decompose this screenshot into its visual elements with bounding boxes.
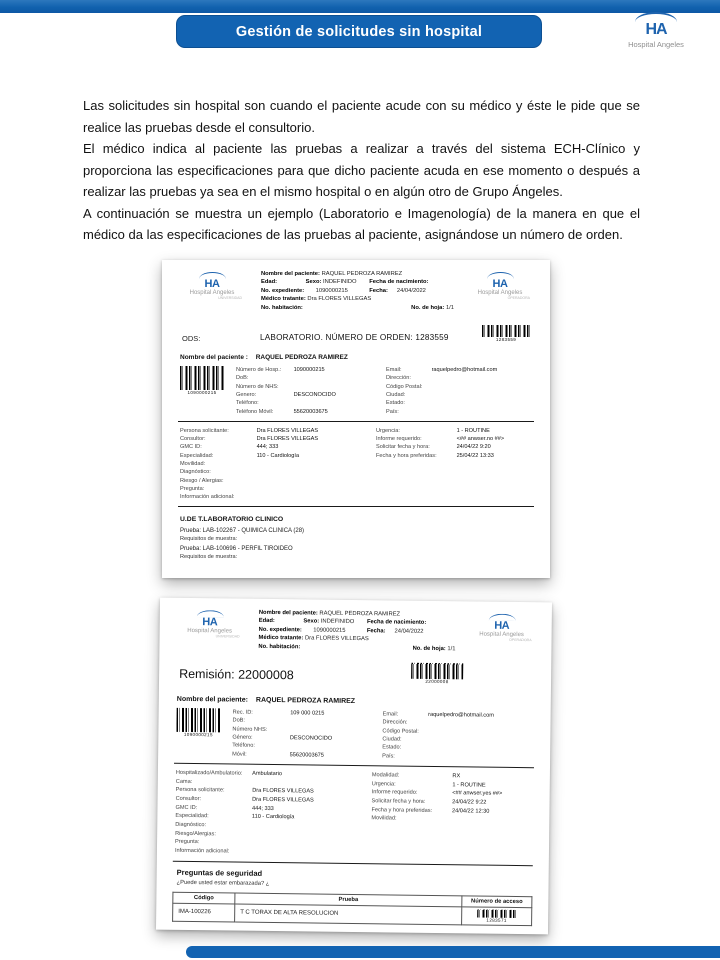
field-value: Dra FLORES VILLEGAS — [256, 427, 319, 434]
field-label: Fecha: — [366, 627, 386, 635]
field-row — [236, 366, 386, 374]
column-header-prueba: Prueba — [235, 893, 462, 907]
field-label: Fecha: — [369, 287, 388, 294]
lab-order-document — [162, 260, 550, 578]
remision-title-row — [179, 665, 531, 693]
field-value: 109 000 0215 — [290, 710, 325, 717]
lab-section-title: U.DE T.LABORATORIO CLINICO — [180, 516, 284, 524]
field-label: Diagnóstico: — [175, 821, 207, 829]
field-row — [180, 493, 376, 501]
field-label: Riesgo / Alergias: — [180, 477, 224, 484]
page-title-banner — [176, 15, 542, 48]
column-header-acceso: Número de acceso — [462, 896, 532, 908]
field-label: Sexo: — [305, 279, 322, 286]
field-value: raquelpedro@hotmail.com — [428, 711, 494, 719]
request-details-block — [175, 769, 532, 860]
field-label: No. expediente: — [261, 287, 305, 294]
top-blue-bar — [0, 0, 720, 13]
security-question: ¿Puede usted estar embarazada? ¿ — [176, 879, 270, 887]
logo-name: Hospital Angeles — [189, 290, 235, 296]
barcode-icon — [482, 325, 530, 337]
page-title: Gestión de solicitudes sin hospital — [235, 23, 483, 40]
table-row — [173, 903, 532, 925]
barcode-number: 1283571 — [486, 917, 507, 923]
field-value: <## anwser.yes ##> — [452, 790, 503, 798]
field-value: Dra FLORES VILLEGAS — [304, 635, 369, 643]
field-value: raquelpedro@hotmail.com — [431, 367, 498, 374]
field-label: Dirección: — [386, 375, 411, 382]
doc1-header — [162, 260, 550, 312]
patient-header-fields — [252, 269, 460, 312]
field-value: 24/04/2022 — [396, 287, 426, 294]
field-label: Teléfono: — [236, 400, 259, 407]
barcode-number: 1090000215 — [183, 731, 213, 738]
order-title: LABORATORIO. NÚMERO DE ORDEN: 1283559 — [260, 333, 449, 343]
order-title-row — [180, 330, 532, 347]
field-label: No. habitación: — [261, 304, 303, 311]
intro-paragraph-2: El médico indica al paciente las pruebas a realizar a través del sistema ECH-Clínico y proporciona las especificaciones para que dicho paciente acuda en ese momento o después a realizar las pruebas ya sea en el mismo hospital o en algún otro de Grupo Ángeles. — [83, 141, 640, 199]
field-row — [382, 752, 532, 762]
field-label: Sexo: — [303, 618, 320, 625]
lab-tests-block — [180, 516, 532, 560]
logo-monogram: HA — [645, 21, 667, 38]
field-label: Solicitar fecha y hora: — [376, 444, 430, 451]
patient-name-line — [177, 696, 533, 707]
barcode-number: 1090000215 — [187, 390, 217, 396]
field-row — [386, 408, 532, 416]
tests-table — [172, 892, 532, 926]
field-label: Ciudad: — [382, 736, 402, 743]
field-value: RX — [452, 773, 461, 780]
field-row — [236, 374, 386, 382]
field-value: DESCONOCIDO — [293, 391, 336, 398]
imaging-referral-document — [156, 598, 552, 935]
field-row — [180, 435, 376, 443]
field-value: 25/04/22 13:33 — [456, 452, 494, 459]
field-value: 1/1 — [447, 645, 456, 652]
field-value: 1 - ROUTINE — [456, 427, 490, 434]
field-value: 1090000215 — [293, 367, 325, 374]
field-label: No. de hoja: — [412, 645, 446, 652]
field-label: Estado: — [382, 744, 402, 751]
field-label: Género: — [232, 734, 253, 741]
field-label: Diagnóstico: — [180, 469, 211, 476]
logo-monogram: HA — [494, 619, 510, 632]
logo-monogram: HA — [204, 278, 220, 290]
field-value: DESCONOCIDO — [289, 735, 333, 742]
intro-paragraph-1: Las solicitudes sin hospital son cuando el paciente acude con su médico y éste le pide que se realice las pruebas desde el consultorio. — [83, 98, 640, 135]
info-left-column — [236, 366, 386, 416]
header-line — [261, 278, 456, 286]
request-right-column — [376, 427, 532, 502]
patient-name-line — [180, 354, 532, 361]
hospital-angeles-logo-right — [461, 610, 542, 654]
field-row — [180, 485, 376, 493]
field-label: Número de Hosp.: — [236, 367, 282, 374]
field-value: INDEFINIDO — [320, 618, 355, 626]
field-row — [236, 408, 386, 416]
barcode-icon — [180, 366, 224, 390]
request-left-column — [175, 769, 372, 858]
barcode-number: 1283559 — [495, 337, 517, 343]
field-value: 1 - ROUTINE — [452, 781, 486, 789]
logo-monogram: HA — [492, 278, 508, 290]
doc2-header — [159, 598, 552, 655]
info-right-column — [386, 366, 532, 416]
logo-name: Hospital Angeles — [479, 631, 524, 639]
hospital-angeles-logo-left — [169, 607, 250, 651]
field-value: Dra FLORES VILLEGAS — [256, 436, 319, 443]
field-label: Edad: — [261, 279, 278, 286]
logo-name: Hospital Angeles — [477, 290, 523, 296]
field-label: Ciudad: — [386, 391, 406, 398]
field-label: GMC ID: — [175, 804, 198, 811]
field-label: Teléfono Móvil: — [236, 408, 274, 415]
field-label: Consultor: — [180, 436, 206, 443]
logo-subtitle: OPERADORA — [507, 296, 530, 300]
field-label: No. de hoja: — [411, 304, 445, 311]
lab-test-name: Prueba: LAB-100696 - PERFIL TIROIDEO — [180, 546, 293, 553]
field-label: Solicitar fecha y hora: — [371, 798, 426, 805]
field-label: GMC ID: — [180, 444, 202, 451]
hospital-angeles-logo — [620, 12, 692, 49]
field-label: Nombre del paciente: — [261, 271, 320, 277]
field-label: Número NHS: — [232, 726, 268, 733]
field-row — [232, 750, 382, 760]
field-value: 110 - Cardiología — [251, 814, 295, 821]
lab-test-item — [180, 528, 532, 542]
field-label: Urgencia: — [376, 427, 400, 434]
field-label: DoB: — [232, 717, 246, 724]
field-label: Número de NHS: — [236, 383, 279, 390]
field-value: 55620003675 — [293, 408, 328, 415]
field-label: Especialidad: — [180, 452, 214, 459]
field-value: 1090000215 — [315, 287, 348, 294]
field-value: RAQUEL PEDROZA RAMIREZ — [255, 354, 348, 362]
field-value: <## anwser.no ##> — [456, 436, 505, 443]
field-label: Teléfono: — [232, 742, 255, 750]
field-row — [376, 443, 532, 451]
field-value: 55620003675 — [289, 751, 324, 759]
field-label: Especialidad: — [175, 813, 209, 820]
field-row — [376, 435, 532, 443]
field-value: 24/04/22 12:30 — [451, 807, 490, 815]
field-label: No. habitación: — [258, 643, 301, 650]
request-details-block — [180, 427, 532, 502]
field-label: Fecha y hora preferidas: — [371, 806, 433, 814]
field-value: Dra FLORES VILLEGAS — [252, 787, 314, 795]
field-value: 1/1 — [445, 304, 454, 311]
field-row — [386, 366, 532, 374]
info-right-column — [382, 710, 533, 762]
request-right-column — [371, 771, 532, 860]
field-label: Movilidad: — [180, 461, 206, 467]
logo-name: Hospital Angeles — [187, 627, 233, 635]
field-value: RAQUEL PEDROZA RAMIREZ — [321, 271, 403, 277]
lab-test-name: Prueba: LAB-102267 - QUIMICA CLINICA (28) — [180, 527, 305, 534]
logo-monogram: HA — [202, 616, 218, 629]
field-row — [386, 383, 532, 391]
field-label: Estado: — [386, 400, 405, 407]
divider — [174, 763, 534, 768]
field-label: Edad: — [258, 618, 275, 625]
column-header-codigo: Código — [173, 892, 235, 904]
field-value: 24/04/22 9:22 — [452, 799, 487, 806]
field-label: Persona solicitante: — [175, 787, 225, 794]
logo-subtitle: UNIVERSIDAD — [215, 634, 240, 639]
field-label: Médico tratante: — [261, 296, 306, 303]
header-line — [261, 295, 456, 303]
patient-barcode — [176, 708, 233, 758]
field-row — [386, 391, 532, 399]
field-value: RAQUEL PEDROZA RAMIREZ — [319, 610, 401, 618]
header-line — [258, 642, 457, 653]
patient-info-block — [176, 708, 533, 762]
header-line — [261, 270, 456, 278]
field-label: Nombre del paciente: — [258, 609, 318, 617]
field-value: 1090000215 — [313, 627, 346, 634]
intro-text-block — [83, 95, 640, 246]
field-label: Movilidad: — [371, 815, 397, 822]
field-row — [386, 374, 532, 382]
security-title: Preguntas de seguridad — [176, 867, 263, 878]
hospital-angeles-logo-left — [172, 269, 252, 312]
field-label: Urgencia: — [371, 780, 396, 788]
field-label: Pregunta: — [175, 839, 200, 846]
lab-test-requirements: Requisitos de muestra: — [180, 535, 238, 542]
bottom-blue-bar — [186, 946, 720, 958]
field-label: País: — [386, 408, 399, 415]
lab-test-item — [180, 546, 532, 560]
field-value: 24/04/2022 — [394, 628, 424, 635]
field-label: Médico tratante: — [258, 635, 304, 642]
field-row — [180, 460, 376, 468]
field-row — [236, 399, 386, 407]
patient-barcode — [180, 366, 236, 416]
field-label: Informe requerido: — [376, 436, 422, 443]
field-row — [236, 383, 386, 391]
lab-test-requirements: Requisitos de muestra: — [180, 554, 238, 561]
patient-header-fields — [249, 608, 462, 654]
field-label: Hospitalizado/Ambulatorio: — [175, 769, 243, 777]
patient-info-block — [180, 366, 532, 416]
field-row — [376, 427, 532, 435]
barcode-icon — [176, 708, 220, 733]
field-value: Ambulatario — [252, 770, 283, 777]
hospital-angeles-logo-right — [460, 269, 540, 312]
field-label: Dirección: — [382, 719, 408, 726]
security-questions-block — [177, 868, 529, 890]
logo-subtitle: UNIVERSIDAD — [218, 296, 242, 300]
field-label: Código Postal: — [382, 727, 419, 735]
field-row — [386, 399, 532, 407]
remision-number: Remisión: 22000008 — [179, 666, 294, 683]
field-label: País: — [382, 752, 395, 760]
field-value: 444; 333 — [256, 444, 279, 451]
order-barcode — [482, 325, 530, 343]
field-label: Información adicional: — [174, 847, 230, 855]
field-label: Fecha de nacimiento: — [369, 279, 429, 286]
field-value: Dra FLORES VILLEGAS — [252, 796, 314, 804]
field-label: Nombre del paciente : — [180, 354, 248, 362]
field-label: Persona solicitante: — [180, 427, 229, 434]
field-row — [371, 815, 531, 826]
cell-codigo: IMA-100226 — [173, 903, 235, 922]
field-label: Consultor: — [175, 795, 202, 803]
info-left-column — [232, 709, 383, 761]
barcode-number: 22000008 — [425, 678, 449, 685]
field-label: Fecha y hora preferidas: — [376, 452, 437, 459]
field-row — [376, 452, 532, 460]
request-left-column — [180, 427, 376, 502]
field-label: Riesgo/Alergias: — [175, 830, 216, 838]
remision-barcode — [411, 663, 463, 685]
lab-tests-list — [180, 528, 532, 561]
field-label: Cama: — [175, 778, 193, 785]
field-label: No. expediente: — [258, 626, 302, 634]
field-label: Email: — [382, 711, 399, 718]
cell-prueba: T C TORAX DE ALTA RESOLUCION — [235, 904, 462, 925]
field-value: 444; 333 — [252, 805, 274, 812]
field-label: Información adicional: — [180, 494, 235, 501]
field-row — [236, 391, 386, 399]
field-row — [175, 847, 371, 858]
field-label: Email: — [386, 367, 402, 374]
field-label: Genero: — [236, 391, 257, 398]
divider — [173, 861, 533, 866]
divider — [178, 421, 534, 422]
field-label: Móvil: — [232, 751, 247, 758]
ods-label: ODS: — [182, 334, 201, 344]
field-value: 24/04/22 9:20 — [456, 444, 491, 451]
barcode-icon — [411, 663, 463, 680]
intro-paragraph-3: A continuación se muestra un ejemplo (Laboratorio e Imagenología) de la manera en que el médico da las especificaciones de las pruebas al paciente, asignándose un número de orden. — [83, 205, 640, 242]
field-label: DoB: — [236, 375, 249, 382]
field-label: Rec. ID: — [232, 709, 253, 716]
logo-subtitle: OPERADORA — [509, 637, 532, 643]
field-row — [180, 427, 376, 435]
divider — [178, 506, 534, 507]
field-label: Pregunta: — [180, 485, 205, 492]
field-row — [180, 452, 376, 460]
header-line — [261, 304, 456, 312]
field-row — [180, 477, 376, 485]
cell-acceso — [462, 907, 532, 926]
field-value: RAQUEL PEDROZA RAMIREZ — [255, 696, 356, 706]
field-value: Dra FLORES VILLEGAS — [307, 296, 372, 303]
field-value: INDEFINIDO — [323, 279, 357, 286]
field-label: Modalidad: — [371, 772, 400, 779]
field-label: Fecha de nacimiento: — [366, 619, 427, 627]
field-label: Código Postal: — [386, 383, 423, 390]
logo-name: Hospital Angeles — [628, 40, 684, 49]
field-row — [180, 468, 376, 476]
field-row — [180, 443, 376, 451]
field-value: 110 - Cardiología — [256, 452, 300, 459]
field-label: Nombre del paciente: — [176, 695, 249, 704]
header-line — [261, 287, 456, 295]
field-label: Informe requerido: — [371, 789, 418, 796]
